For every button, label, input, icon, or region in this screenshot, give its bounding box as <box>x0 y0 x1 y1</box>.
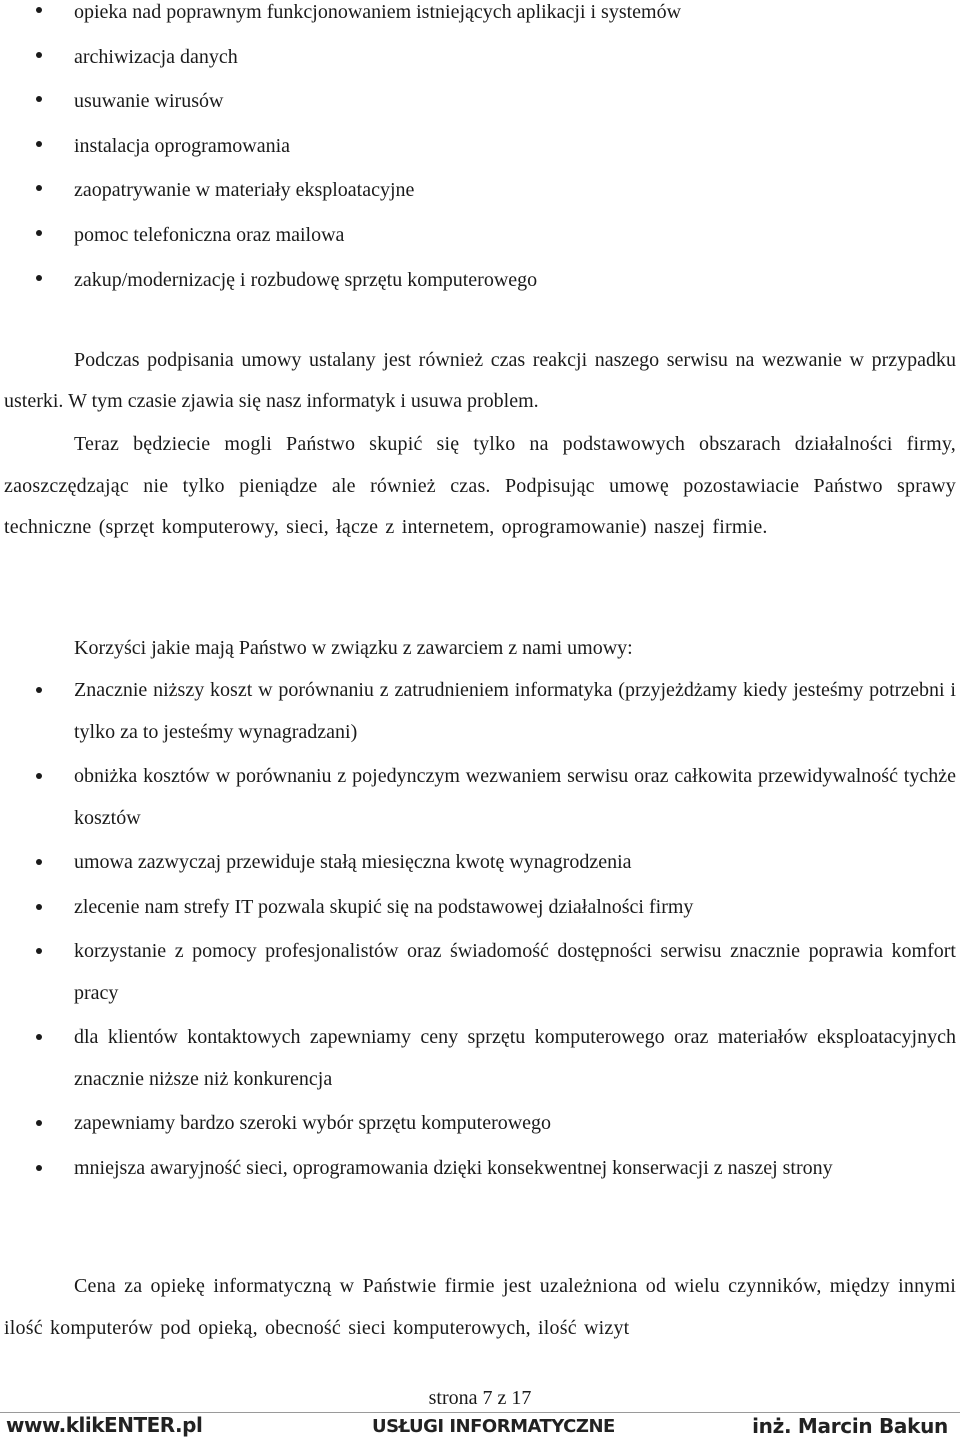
list-item-text: zaopatrywanie w materiały eksploatacyjne <box>74 179 415 202</box>
page-footer <box>0 1412 960 1440</box>
list-item-text: Znacznie niższy koszt w porównaniu z zatrudnieniem informatyka (przyjeżdżamy kiedy jesteśmy potrzebni i tylko za to jesteśmy wynagradzani) <box>74 679 956 743</box>
list-item-text: korzystanie z pomocy profesjonalistów oraz świadomość dostępności serwisu znacznie poprawia komfort pracy <box>74 940 956 1004</box>
bullet-icon <box>36 275 42 281</box>
list-item <box>0 79 960 124</box>
list-item <box>0 756 960 839</box>
list-item-text: pomoc telefoniczna oraz mailowa <box>74 223 345 246</box>
list-item <box>0 258 960 303</box>
list-item <box>0 670 960 753</box>
bullet-icon <box>36 7 42 13</box>
paragraph-focus: Teraz będziecie mogli Państwo skupić się tylko na podstawowych obszarach działalności firmy, zaoszczędzając nie tylko pieniądze ale również czas. Podpisując umowę pozostawiacie Państwo sprawy techniczne (sprzęt komputerowy, sieci, łącze z internetem, oprogramowanie) naszej firmie. <box>4 433 956 538</box>
list-item-text: zapewniamy bardzo szeroki wybór sprzętu komputerowego <box>74 1112 552 1134</box>
page-number: strona 7 z 17 <box>428 1387 532 1409</box>
list-item-text: mniejsza awaryjność sieci, oprogramowania dzięki konsekwentnej konserwacji z naszej strony <box>74 1156 833 1179</box>
bullet-icon <box>36 230 42 236</box>
footer-services-logo: USŁUGI INFORMATYCZNE <box>372 1416 615 1437</box>
list-item <box>0 842 960 884</box>
website-link[interactable]: www.klikENTER.pl <box>6 1413 203 1437</box>
bullet-icon <box>36 141 42 147</box>
list-item <box>0 1148 960 1190</box>
list-item-text: opieka nad poprawnym funkcjonowaniem istniejących aplikacji i systemów <box>74 1 682 23</box>
bullet-icon <box>36 1034 42 1040</box>
benefits-intro: Korzyści jakie mają Państwo w związku z zawarciem z nami umowy: <box>74 637 633 659</box>
list-item <box>0 35 960 80</box>
list-item-text: archiwizacja danych <box>74 45 238 68</box>
bullet-icon <box>36 1120 42 1126</box>
list-item-text: zakup/modernizację i rozbudowę sprzętu komputerowego <box>74 268 538 291</box>
paragraph-pricing: Cena za opiekę informatyczną w Państwie firmie jest uzależniona od wielu czynników, między innymi ilość komputerów pod opieką, obecność sieci komputerowych, ilość wizyt <box>4 1275 956 1339</box>
list-item-text: dla klientów kontaktowych zapewniamy ceny sprzętu komputerowego oraz materiałów eksploatacyjnych znacznie niższe niż konkurencja <box>74 1026 956 1090</box>
list-item-text: zlecenie nam strefy IT pozwala skupić się na podstawowej działalności firmy <box>74 895 694 918</box>
bullet-icon <box>36 773 42 779</box>
list-item <box>0 124 960 169</box>
bullet-icon <box>36 687 42 693</box>
list-item <box>0 0 960 35</box>
list-item <box>0 887 960 929</box>
bullet-icon <box>36 948 42 954</box>
bullet-icon <box>36 859 42 865</box>
bullet-icon <box>36 904 42 910</box>
list-item <box>0 931 960 1014</box>
list-item <box>0 1017 960 1100</box>
list-item <box>0 168 960 213</box>
bullet-icon <box>36 185 42 191</box>
list-item <box>0 1103 960 1145</box>
bullet-icon <box>36 52 42 58</box>
bullet-icon <box>36 96 42 102</box>
list-item-text: obniżka kosztów w porównaniu z pojedynczym wezwaniem serwisu oraz całkowita przewidywalność tychże kosztów <box>74 765 956 829</box>
footer-author: inż. Marcin Bakun <box>752 1414 948 1438</box>
list-item-text: usuwanie wirusów <box>74 90 224 113</box>
benefits-list <box>0 670 960 1192</box>
services-list <box>0 0 960 302</box>
bullet-icon <box>36 1165 42 1171</box>
list-item-text: instalacja oprogramowania <box>74 134 291 157</box>
list-item <box>0 213 960 258</box>
paragraph-response-time: Podczas podpisania umowy ustalany jest również czas reakcji naszego serwisu na wezwanie w przypadku usterki. W tym czasie zjawia się nasz informatyk i usuwa problem. <box>4 349 956 412</box>
list-item-text: umowa zazwyczaj przewiduje stałą miesięczna kwotę wynagrodzenia <box>74 851 632 873</box>
